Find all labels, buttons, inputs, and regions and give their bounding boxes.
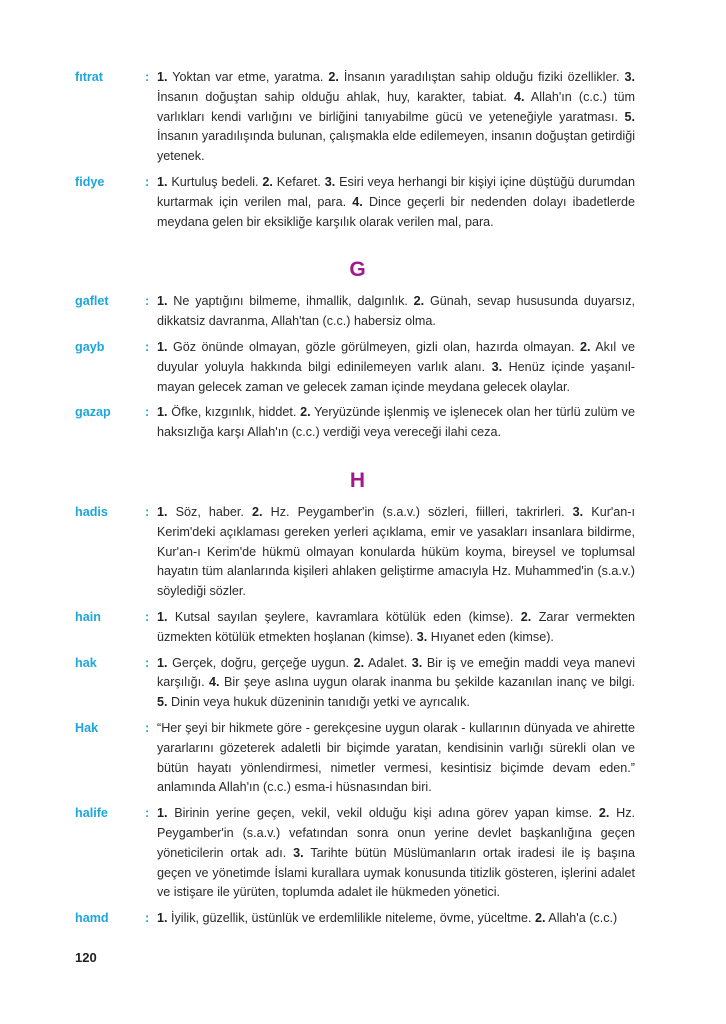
definition-text: Kutsal sayılan şeylere, kavramlara kötülük eden (kimse). bbox=[167, 609, 521, 624]
definition-number: 5. bbox=[624, 109, 635, 124]
definition-text: Akıl ve duyular yoluyla hakkında bilgi edinilemeyen varlık alanı. bbox=[157, 339, 635, 374]
definition-number: 3. bbox=[624, 70, 635, 84]
glossary-entry bbox=[75, 654, 635, 713]
definition-text: Kurtuluş bedeli. bbox=[167, 174, 263, 189]
definition-number: 1. bbox=[157, 609, 168, 624]
glossary-term: hamd bbox=[75, 911, 109, 926]
definition-number: 1. bbox=[157, 504, 168, 519]
definition-number: 2. bbox=[598, 806, 610, 821]
term-separator: : bbox=[145, 294, 150, 309]
glossary-definition bbox=[157, 403, 635, 443]
term-separator: : bbox=[145, 720, 150, 735]
definition-text: Hz. Peygamber'in (s.a.v.) vefatından sonra onun yerine devlet başkanlığına geçen yöneticilerin ortak adı. bbox=[157, 806, 636, 860]
definition-text: Dince geçerli bir nedenden dolayı ibadetlerde meydana gelen bir eksikliğe karşılık olarak verilen mal, para. bbox=[157, 194, 635, 229]
glossary-definition bbox=[157, 719, 635, 798]
definition-number: 3. bbox=[293, 845, 304, 860]
glossary-term: gazap bbox=[75, 405, 111, 420]
definition-text: Göz önünde olmayan, gözle görülmeyen, gizli olan, hazırda olmayan. bbox=[167, 339, 580, 354]
definition-text: Yoktan var etme, yaratma. bbox=[167, 70, 329, 84]
glossary-entry bbox=[75, 608, 635, 648]
glossary-entry bbox=[75, 719, 635, 798]
glossary-definition bbox=[157, 292, 635, 332]
definition-number: 3. bbox=[411, 655, 423, 670]
definition-number: 2. bbox=[520, 609, 532, 624]
definition-text: İnsanın yaradılıştan sahip olduğu fiziki özellikler. bbox=[338, 70, 625, 84]
term-separator: : bbox=[145, 655, 150, 670]
definition-number: 5. bbox=[157, 695, 168, 710]
definition-text: Birinin yerine geçen, vekil, vekil olduğu kişi adına görev yapan kimse. bbox=[167, 806, 599, 821]
definition-number: 1. bbox=[157, 70, 168, 84]
definition-text: İyilik, güzellik, üstünlük ve erdemlilikle niteleme, övme, yüceltme. bbox=[167, 911, 535, 926]
definition-number: 1. bbox=[157, 294, 168, 309]
definition-number: 3. bbox=[491, 359, 503, 374]
glossary-definition bbox=[157, 804, 635, 903]
term-separator: : bbox=[145, 609, 150, 624]
definition-number: 2. bbox=[413, 294, 425, 309]
definition-number: 1. bbox=[157, 405, 168, 420]
definition-number: 3. bbox=[572, 504, 584, 519]
glossary-term: fidye bbox=[75, 174, 105, 189]
definition-text: İnsanın yaradılışında bulunan, çalışmakla elde edilemeyen, insanın doğuştan getirdiği yetenek. bbox=[157, 129, 635, 164]
definition-text: Gerçek, doğru, gerçeğe uygun. bbox=[167, 655, 354, 670]
glossary-term: Hak bbox=[75, 720, 99, 735]
definition-text: Allah'ın (c.c.) tüm varlıkları kendi varlığını ve birliğini tanıyabilme gücü ve yeteneğiyle yaratması. bbox=[157, 89, 635, 124]
glossary-entry bbox=[75, 804, 635, 903]
term-separator: : bbox=[145, 806, 150, 821]
definition-text: Ne yaptığını bilmeme, ihmallik, dalgınlık. bbox=[167, 294, 414, 309]
term-separator: : bbox=[145, 174, 150, 189]
glossary-term: fıtrat bbox=[75, 70, 103, 84]
definition-text: Dinin veya hukuk düzeninin tanıdığı yetki ve ayrıcalık. bbox=[167, 695, 470, 710]
glossary-term: hak bbox=[75, 655, 97, 670]
glossary-entry bbox=[75, 909, 635, 929]
glossary-term: hadis bbox=[75, 504, 108, 519]
definition-text: Henüz içinde yaşanılmayan gelecek zaman ve gelecek zaman içinde meydana gelecek olaylar. bbox=[157, 359, 635, 394]
term-separator: : bbox=[145, 504, 150, 519]
glossary-definition bbox=[157, 503, 635, 602]
glossary-entry bbox=[75, 68, 635, 167]
definition-text: Esiri veya herhangi bir kişiyi içine düştüğü durumdan kurtarmak için verilen mal, para. bbox=[157, 174, 635, 209]
definition-text: Bir iş ve emeğin maddi veya manevi karşılığı. bbox=[157, 655, 635, 690]
definition-text: Tarihte bütün Müslümanların ortak iradesi ile iş başına geçen ve yönetimde İslami kurallara uymak konusunda titizlik gösteren, işlerini adalet ve istişare ile yürüten, toplumda adalet ile hükmeden yönetici. bbox=[157, 845, 636, 900]
definition-text: “Her şeyi bir hikmete göre - gerekçesine uygun olarak - kullarının dünyada ve ahirette yararlarını gözeterek adaletli bir biçimde yaratan, kendisinin varlığı sürekli olan ve bütün hayatı yönlendirmesi, nimetler vermesi, kesintisiz biçimde devam eden.” anlamında Allah'ın (c.c.) esma-i hüsnasından biri. bbox=[157, 720, 635, 795]
definition-number: 4. bbox=[513, 89, 525, 104]
glossary-entry bbox=[75, 403, 635, 443]
definition-text: Yeryüzünde işlenmiş ve işlenecek olan her türlü zulüm ve haksızlığa karşı Allah'ın (c.c.) verdiği veya vereceği ilahi ceza. bbox=[157, 405, 635, 440]
definition-text: İnsanın doğuştan sahip olduğu ahlak, huy, karakter, tabiat. bbox=[157, 89, 514, 104]
definition-number: 1. bbox=[157, 806, 168, 821]
definition-text: Bir şeye aslına uygun olarak inanma bu şekilde kazanılan inanç ve bilgi. bbox=[219, 675, 635, 690]
definition-number: 3. bbox=[324, 174, 336, 189]
section-letter-heading: G bbox=[349, 258, 366, 282]
glossary-definition bbox=[157, 173, 635, 232]
definition-text: Kur'an-ı Kerim'deki açıklaması gereken yerleri açıklama, emir ve yasakları insanlara bildirme, Kur'an-ı Kerim'de hükmü olmayan konularda hüküm koyma, bireysel ve toplumsal hayatın tüm alanlarında kişileri ahlaken geliştirme amacıyla Hz. Muhammed'in (s.a.v.) söylediği sözler. bbox=[157, 504, 635, 599]
definition-number: 2. bbox=[300, 405, 311, 420]
glossary-entry bbox=[75, 338, 635, 397]
page-number: 120 bbox=[75, 950, 97, 965]
definition-text: Hz. Peygamber'in (s.a.v.) sözleri, fiilleri, takrirleri. bbox=[262, 504, 573, 519]
glossary-definition bbox=[157, 608, 635, 648]
term-separator: : bbox=[145, 70, 150, 84]
glossary-term: halife bbox=[75, 806, 108, 821]
definition-number: 4. bbox=[352, 194, 363, 209]
definition-number: 2. bbox=[252, 504, 263, 519]
definition-number: 1. bbox=[157, 339, 168, 354]
section-letter-heading: H bbox=[349, 468, 366, 492]
glossary-definition bbox=[157, 909, 635, 929]
definition-number: 2. bbox=[262, 174, 273, 189]
glossary-definition bbox=[157, 338, 635, 397]
glossary-entry bbox=[75, 503, 635, 602]
term-separator: : bbox=[145, 911, 150, 926]
glossary-definition bbox=[157, 68, 635, 167]
definition-text: Allah'a (c.c.) bbox=[545, 911, 618, 926]
definition-text: Adalet. bbox=[364, 655, 412, 670]
term-separator: : bbox=[145, 405, 150, 420]
glossary-entry bbox=[75, 173, 635, 232]
definition-text: Kefaret. bbox=[272, 174, 325, 189]
glossary-content bbox=[75, 68, 635, 935]
term-separator: : bbox=[145, 339, 150, 354]
definition-text: Öfke, kızgınlık, hiddet. bbox=[167, 405, 301, 420]
glossary-term: gayb bbox=[75, 339, 105, 354]
definition-number: 2. bbox=[534, 911, 546, 926]
definition-number: 4. bbox=[209, 675, 220, 690]
definition-number: 2. bbox=[353, 655, 365, 670]
definition-number: 1. bbox=[157, 174, 168, 189]
definition-text: Günah, sevap hususunda duyarsız, dikkatsiz davranma, Allah'tan (c.c.) habersiz olma. bbox=[157, 294, 635, 329]
definition-number: 1. bbox=[157, 911, 168, 926]
definition-number: 3. bbox=[416, 629, 428, 644]
definition-number: 2. bbox=[328, 70, 339, 84]
definition-text: Söz, haber. bbox=[167, 504, 253, 519]
glossary-definition bbox=[157, 654, 635, 713]
definition-number: 1. bbox=[157, 655, 168, 670]
glossary-entry bbox=[75, 292, 635, 332]
glossary-term: hain bbox=[75, 609, 101, 624]
definition-number: 2. bbox=[579, 339, 591, 354]
glossary-term: gaflet bbox=[75, 294, 109, 309]
definition-text: Hıyanet eden (kimse). bbox=[427, 629, 554, 644]
definition-text: Zarar vermekten üzmekten kötülük etmekten hoşlanan (kimse). bbox=[157, 609, 635, 644]
